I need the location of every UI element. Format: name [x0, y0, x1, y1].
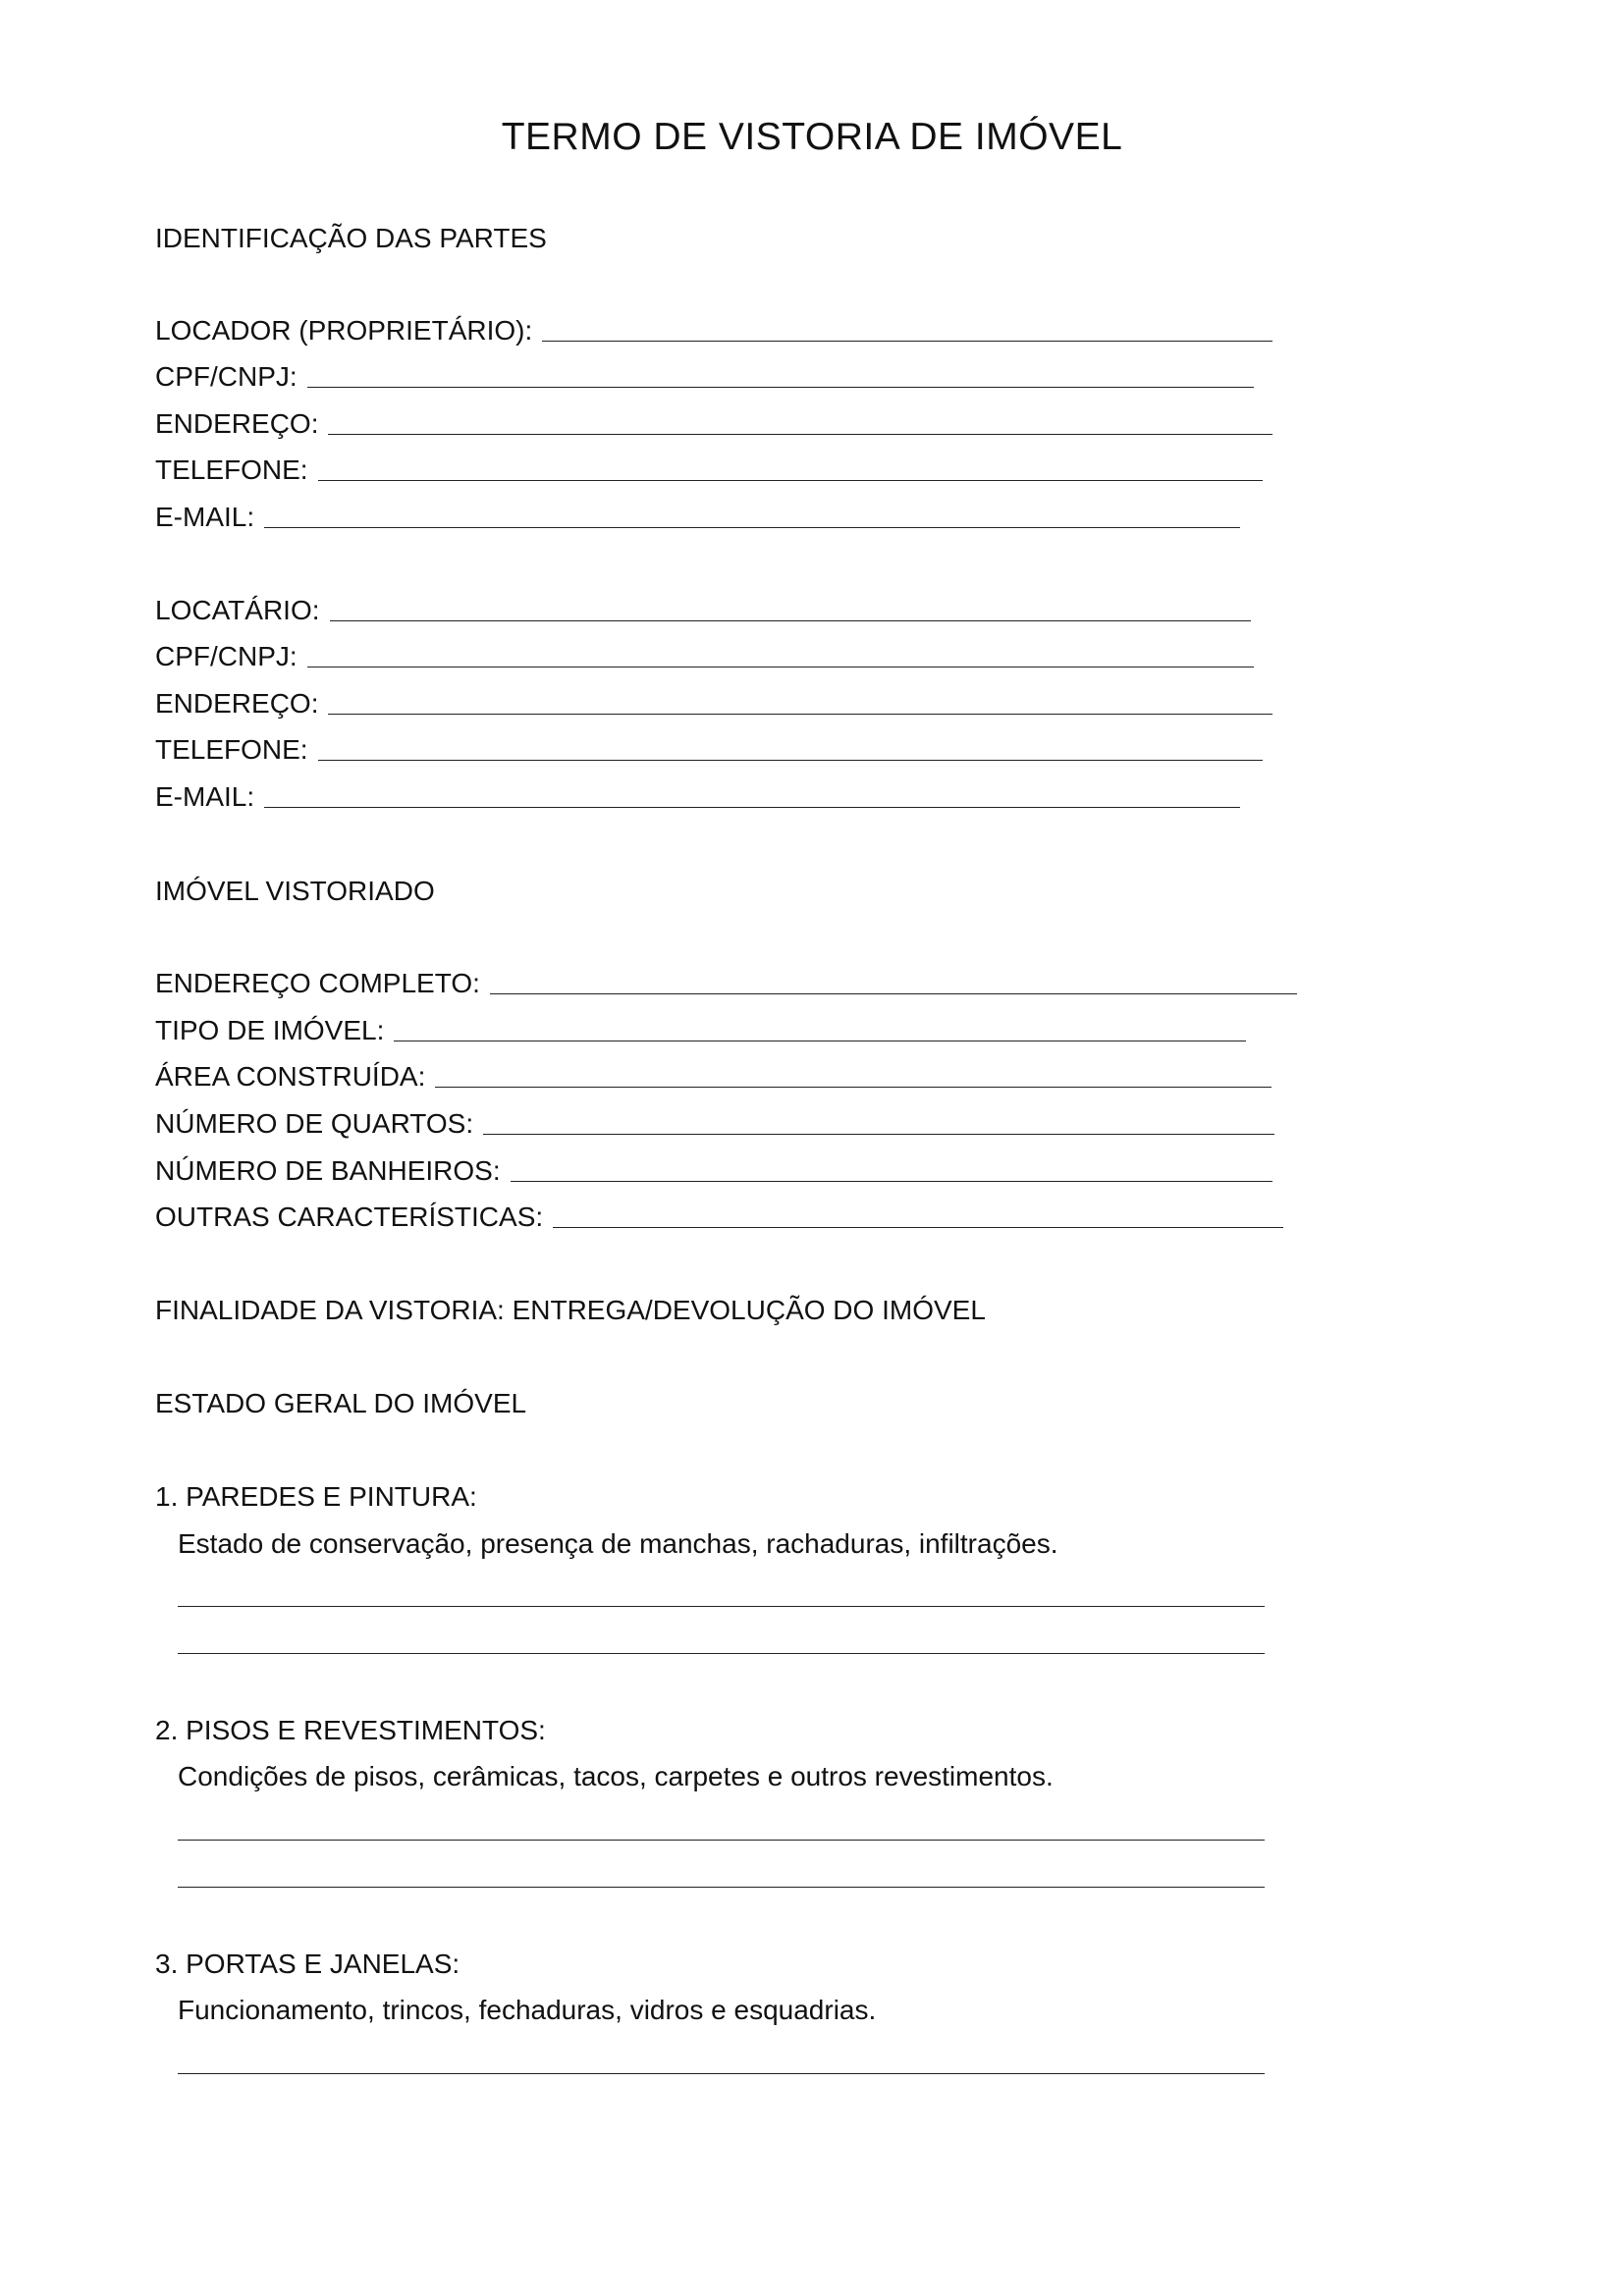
tenant-address-row	[155, 687, 1272, 721]
property-address-label: ENDEREÇO COMPLETO:	[155, 968, 480, 998]
item-heading-floors: 2. PISOS E REVESTIMENTOS:	[155, 1715, 546, 1745]
landlord-address-label: ENDEREÇO:	[155, 408, 319, 439]
item-description-walls: Estado de conservação, presença de manchas, rachaduras, infiltrações.	[178, 1528, 1058, 1559]
landlord-name-field[interactable]	[542, 341, 1272, 342]
item-heading-doors: 3. PORTAS E JANELAS:	[155, 1949, 460, 1979]
property-area-field[interactable]	[435, 1087, 1272, 1088]
tenant-email-field[interactable]	[264, 807, 1240, 808]
tenant-phone-field[interactable]	[318, 760, 1263, 761]
property-area-row	[155, 1060, 1272, 1094]
document-title: TERMO DE VISTORIA DE IMÓVEL	[501, 116, 1123, 158]
tenant-name-label: LOCATÁRIO:	[155, 595, 320, 625]
item-description-doors: Funcionamento, trincos, fechaduras, vidros e esquadrias.	[178, 1995, 877, 2025]
property-bathrooms-label: NÚMERO DE BANHEIROS:	[155, 1155, 501, 1186]
walls-notes-line-1[interactable]	[178, 1606, 1265, 1607]
property-bathrooms-row	[155, 1154, 1272, 1188]
landlord-email-field[interactable]	[264, 527, 1240, 528]
doors-notes-line-1[interactable]	[178, 2073, 1265, 2074]
property-area-label: ÁREA CONSTRUÍDA:	[155, 1061, 426, 1092]
landlord-name-label: LOCADOR (PROPRIETÁRIO):	[155, 315, 533, 346]
section-heading-state: ESTADO GERAL DO IMÓVEL	[155, 1388, 527, 1418]
tenant-cpf-row	[155, 640, 1254, 673]
item-description-floors: Condições de pisos, cerâmicas, tacos, carpetes e outros revestimentos.	[178, 1761, 1054, 1791]
landlord-name-row	[155, 314, 1272, 347]
tenant-phone-label: TELEFONE:	[155, 734, 308, 765]
tenant-cpf-label: CPF/CNPJ:	[155, 641, 298, 671]
property-rooms-row	[155, 1107, 1274, 1141]
property-type-row	[155, 1014, 1246, 1047]
property-type-label: TIPO DE IMÓVEL:	[155, 1015, 385, 1045]
floors-notes-line-2[interactable]	[178, 1887, 1265, 1888]
property-other-row	[155, 1201, 1283, 1234]
section-heading-property: IMÓVEL VISTORIADO	[155, 876, 435, 906]
property-rooms-label: NÚMERO DE QUARTOS:	[155, 1108, 474, 1139]
landlord-address-row	[155, 407, 1272, 441]
landlord-phone-label: TELEFONE:	[155, 454, 308, 485]
landlord-email-label: E-MAIL:	[155, 502, 255, 532]
landlord-cpf-label: CPF/CNPJ:	[155, 361, 298, 392]
property-other-field[interactable]	[553, 1227, 1283, 1228]
tenant-email-label: E-MAIL:	[155, 781, 255, 812]
purpose-line: FINALIDADE DA VISTORIA: ENTREGA/DEVOLUÇÃO DO IMÓVEL	[155, 1295, 986, 1325]
landlord-phone-field[interactable]	[318, 480, 1263, 481]
landlord-cpf-field[interactable]	[307, 387, 1254, 388]
item-heading-walls: 1. PAREDES E PINTURA:	[155, 1481, 477, 1512]
tenant-email-row	[155, 780, 1240, 814]
property-other-label: OUTRAS CARACTERÍSTICAS:	[155, 1201, 544, 1232]
property-rooms-field[interactable]	[483, 1134, 1274, 1135]
floors-notes-line-1[interactable]	[178, 1840, 1265, 1841]
landlord-cpf-row	[155, 360, 1254, 394]
landlord-phone-row	[155, 454, 1263, 487]
section-heading-parties: IDENTIFICAÇÃO DAS PARTES	[155, 223, 547, 253]
walls-notes-line-2[interactable]	[178, 1653, 1265, 1654]
landlord-email-row	[155, 501, 1240, 534]
tenant-name-row	[155, 594, 1251, 627]
tenant-address-label: ENDEREÇO:	[155, 688, 319, 719]
landlord-address-field[interactable]	[328, 434, 1272, 435]
tenant-name-field[interactable]	[330, 620, 1251, 621]
property-address-row	[155, 967, 1297, 1000]
property-address-field[interactable]	[490, 993, 1297, 994]
tenant-phone-row	[155, 733, 1263, 767]
property-bathrooms-field[interactable]	[511, 1181, 1272, 1182]
tenant-address-field[interactable]	[328, 714, 1272, 715]
